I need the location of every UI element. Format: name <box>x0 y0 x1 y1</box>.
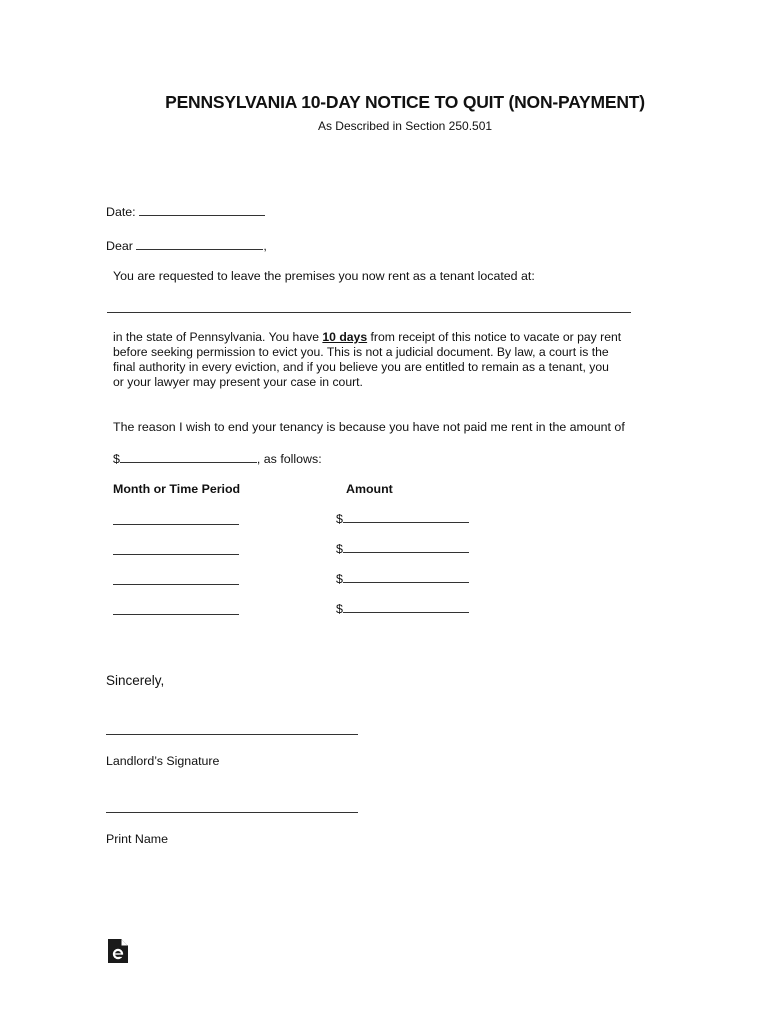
period-field[interactable] <box>113 584 239 585</box>
address-field[interactable] <box>107 312 631 313</box>
date-field[interactable] <box>139 204 265 216</box>
amount-field[interactable] <box>120 451 257 463</box>
row-amount-blank[interactable] <box>343 511 469 523</box>
reason-text: The reason I wish to end your tenancy is because you have not paid me rent in the amount of <box>113 420 625 434</box>
notice-line-1 <box>113 330 621 345</box>
col-header-amount: Amount <box>346 482 393 496</box>
document-subtitle: As Described in Section 250.501 <box>317 119 493 133</box>
recipient-field[interactable] <box>136 238 263 250</box>
period-field[interactable] <box>113 524 239 525</box>
request-text: You are requested to leave the premises you now rent as a tenant located at: <box>113 269 535 283</box>
notice-line-4: or your lawyer may present your case in court. <box>113 375 363 389</box>
print-name-label: Print Name <box>106 832 168 846</box>
dear-comma: , <box>263 239 267 253</box>
print-name-field[interactable] <box>106 812 358 813</box>
notice-text-2: from receipt of this notice to vacate or pay rent <box>367 330 622 344</box>
date-line <box>106 204 265 219</box>
notice-line-2: before seeking permission to evict you. This is not a judicial document. By law, a court is the <box>113 345 609 359</box>
date-label: Date: <box>106 205 136 219</box>
closing-text: Sincerely, <box>106 673 165 688</box>
amount-row-field <box>336 571 469 586</box>
row-currency: $ <box>336 512 343 526</box>
notice-paragraph <box>113 330 621 390</box>
amount-row-field <box>336 511 469 526</box>
amount-line <box>113 451 322 466</box>
row-amount-blank[interactable] <box>343 601 469 613</box>
dear-line <box>106 238 267 253</box>
eforms-logo-icon <box>107 938 129 964</box>
dear-label: Dear <box>106 239 133 253</box>
notice-line-3: final authority in every eviction, and if you believe you are entitled to remain as a tenant, you <box>113 360 609 374</box>
amount-currency: $ <box>113 452 120 466</box>
document-title: PENNSYLVANIA 10-DAY NOTICE TO QUIT (NON-PAYMENT) <box>165 92 645 112</box>
amount-row-field <box>336 601 469 616</box>
amount-row-field <box>336 541 469 556</box>
row-currency: $ <box>336 572 343 586</box>
notice-text-1: in the state of Pennsylvania. You have <box>113 330 323 344</box>
period-field[interactable] <box>113 614 239 615</box>
notice-days: 10 days <box>322 330 368 344</box>
row-amount-blank[interactable] <box>343 541 469 553</box>
row-amount-blank[interactable] <box>343 571 469 583</box>
signature-label: Landlord’s Signature <box>106 754 220 768</box>
col-header-period: Month or Time Period <box>113 482 241 496</box>
period-field[interactable] <box>113 554 239 555</box>
amount-suffix: , as follows: <box>256 452 322 466</box>
signature-field[interactable] <box>106 734 358 735</box>
row-currency: $ <box>336 542 343 556</box>
row-currency: $ <box>336 602 343 616</box>
